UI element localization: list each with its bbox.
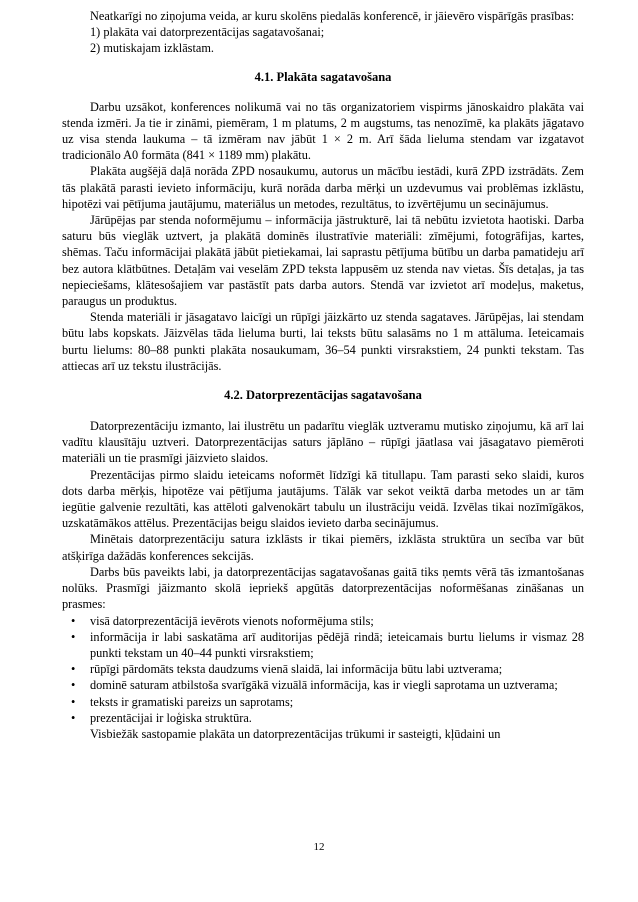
bullet-icon: •: [71, 662, 76, 677]
list-item-text: prezentācijai ir loģiska struktūra.: [90, 710, 252, 725]
section-heading-presentation: 4.2. Datorprezentācijas sagatavošana: [224, 388, 422, 403]
bullet-icon: •: [71, 613, 76, 628]
bullet-icon: •: [71, 629, 76, 644]
presentation-paragraph-4: Darbs būs paveikts labi, ja datorprezentācijas sagatavošanas gaitā tiks ņemts vērā tās izmantošanas nolūks. Prasmīgi jāizmanto skolā iepriekš apgūtās datorprezentācijas noformēšanas zināšanas un prasmes:: [62, 564, 584, 612]
list-item-text: teksts ir gramatiski pareizs un saprotams;: [90, 694, 294, 709]
intro-item-1: 1) plakāta vai datorprezentācijas sagatavošanai;: [90, 25, 325, 40]
bullet-icon: •: [71, 694, 76, 709]
presentation-paragraph-3: Minētais datorprezentāciju satura izklāsts ir tikai piemērs, izklāsta struktūra un secība var būt atšķirīga dažādās konferences sekcijās.: [62, 532, 584, 563]
list-item: [62, 629, 584, 661]
bullet-icon: •: [71, 710, 76, 725]
section-heading-poster: 4.1. Plakāta sagatavošana: [254, 69, 392, 84]
presentation-paragraph-1: Datorprezentāciju izmanto, lai ilustrētu un padarītu vieglāk uztveramu mutisko ziņojumu, kā arī lai vadītu klausītāju uztveri. Datorprezentācijas saturs jāplāno – rūpīgi jāatlasa vai jāsagatavo piemēroti materiāli un tie prasmīgi jāizvieto slaidos.: [62, 419, 584, 466]
poster-paragraph-3: Jārūpējas par stenda noformējumu – informācija jāstrukturē, lai tā nebūtu izvietota haotiski. Darba saturu būs vieglāk uztvert, ja plakātā dominēs ilustratīvie materiāli: zīmējumi, fotogrāfijas, kartes, shēmas. Taču informācijai plakātā jābūt pietiekamai, lai saprastu pētījuma būtību un darba pamatideju arī bez autora klātbūtnes. Detaļām vai veselām ZPD teksta lappusēm uz stenda nav vietas. Šīs detaļas, ja tas nepieciešams, klātesošajiem var pastāstīt pats darba autors. Stendā var izvietot arī modeļus, maketus, paraugus un produktus.: [62, 213, 584, 309]
poster-paragraph-2: Plakāta augšējā daļā norāda ZPD nosaukumu, autorus un mācību iestādi, kurā ZPD izstrādāts. Zem tās plakātā parasti ievieto informāciju, kurā norāda darba mērķi un uzdevumus vai problēmas izklāstu, hipotēzi vai pētījuma jautājumu, materiālus un metodes, rezultātus, to izvērtējumu un secinājumus.: [62, 164, 584, 211]
poster-paragraph-4: Stenda materiāli ir jāsagatavo laicīgi un rūpīgi jāizkārto uz stenda sagataves. Jārūpējas, lai stendam būtu labs kopskats. Jāizvēlas tāda lieluma burti, lai teksts būtu salasāms no 1 m attāluma. Ieteicamais burtu lielums: 80–88 punkti plakāta nosaukumam, 36–54 punkti virsrakstiem, 24 punkti tekstam. Tas attiecas arī uz tekstu ilustrācijās.: [62, 310, 584, 373]
list-item-text: rūpīgi pārdomāts teksta daudzums vienā slaidā, lai informācija būtu labi uztverama;: [90, 662, 503, 677]
closing-paragraph: Visbiežāk sastopamie plakāta un datorprezentācijas trūkumi ir sasteigti, kļūdaini un: [90, 726, 501, 741]
list-item: [62, 677, 584, 693]
list-item-text: dominē saturam atbilstoša svarīgākā vizuālā informācija, kas ir viegli saprotama un uztverama;: [90, 678, 558, 693]
list-item-text: visā datorprezentācijā ievērots vienots noformējuma stils;: [90, 613, 374, 628]
list-item-text: informācija ir labi saskatāma arī auditorijas pēdējā rindā; ieteicamais burtu lielums ir vismaz 28 punkti tekstam un 40–44 punkti virsrakstiem;: [90, 629, 584, 660]
list-item: [62, 661, 584, 677]
list-item: [62, 613, 584, 629]
list-item: [62, 694, 584, 710]
intro-item-2: 2) mutiskajam izklāstam.: [90, 41, 214, 56]
intro-paragraph: Neatkarīgi no ziņojuma veida, ar kuru skolēns piedalās konferencē, ir jāievēro vispārīgās prasības:: [90, 9, 575, 23]
page-number: 12: [313, 841, 325, 853]
requirements-list: [62, 613, 584, 726]
poster-paragraph-1: Darbu uzsākot, konferences nolikumā vai no tās organizatoriem vispirms jānoskaidro plakāta vai stenda izmēri. Ja tie ir zināmi, piemēram, 1 m platums, 2 m augstums, tas nenozīmē, ka plakāts jāgatavo uz visa stenda laukuma – tā izmēram nav jābūt 1 × 2 m. Arī šāda lieluma stendam var izgatavot tradicionālo A0 formāta (841 × 1189 mm) plakātu.: [62, 99, 584, 163]
bullet-icon: •: [71, 678, 76, 693]
presentation-paragraph-2: Prezentācijas pirmo slaidu ieteicams noformēt līdzīgi kā titullapu. Tam parasti seko slaidi, kuros dots darba mērķis, hipotēze vai pētījuma jautājums. Tālāk var sekot veiktā darba metodes un ar tām iegūtie galvenie rezultāti, kas attēloti galvenokārt tabulu un ilustrāciju veidā. Izvēlas tikai nozīmīgākos, uzskatāmākos attēlus. Prezentācijas beigu slaidos ievieto darba secinājumus.: [62, 467, 584, 531]
list-item: [62, 710, 584, 726]
